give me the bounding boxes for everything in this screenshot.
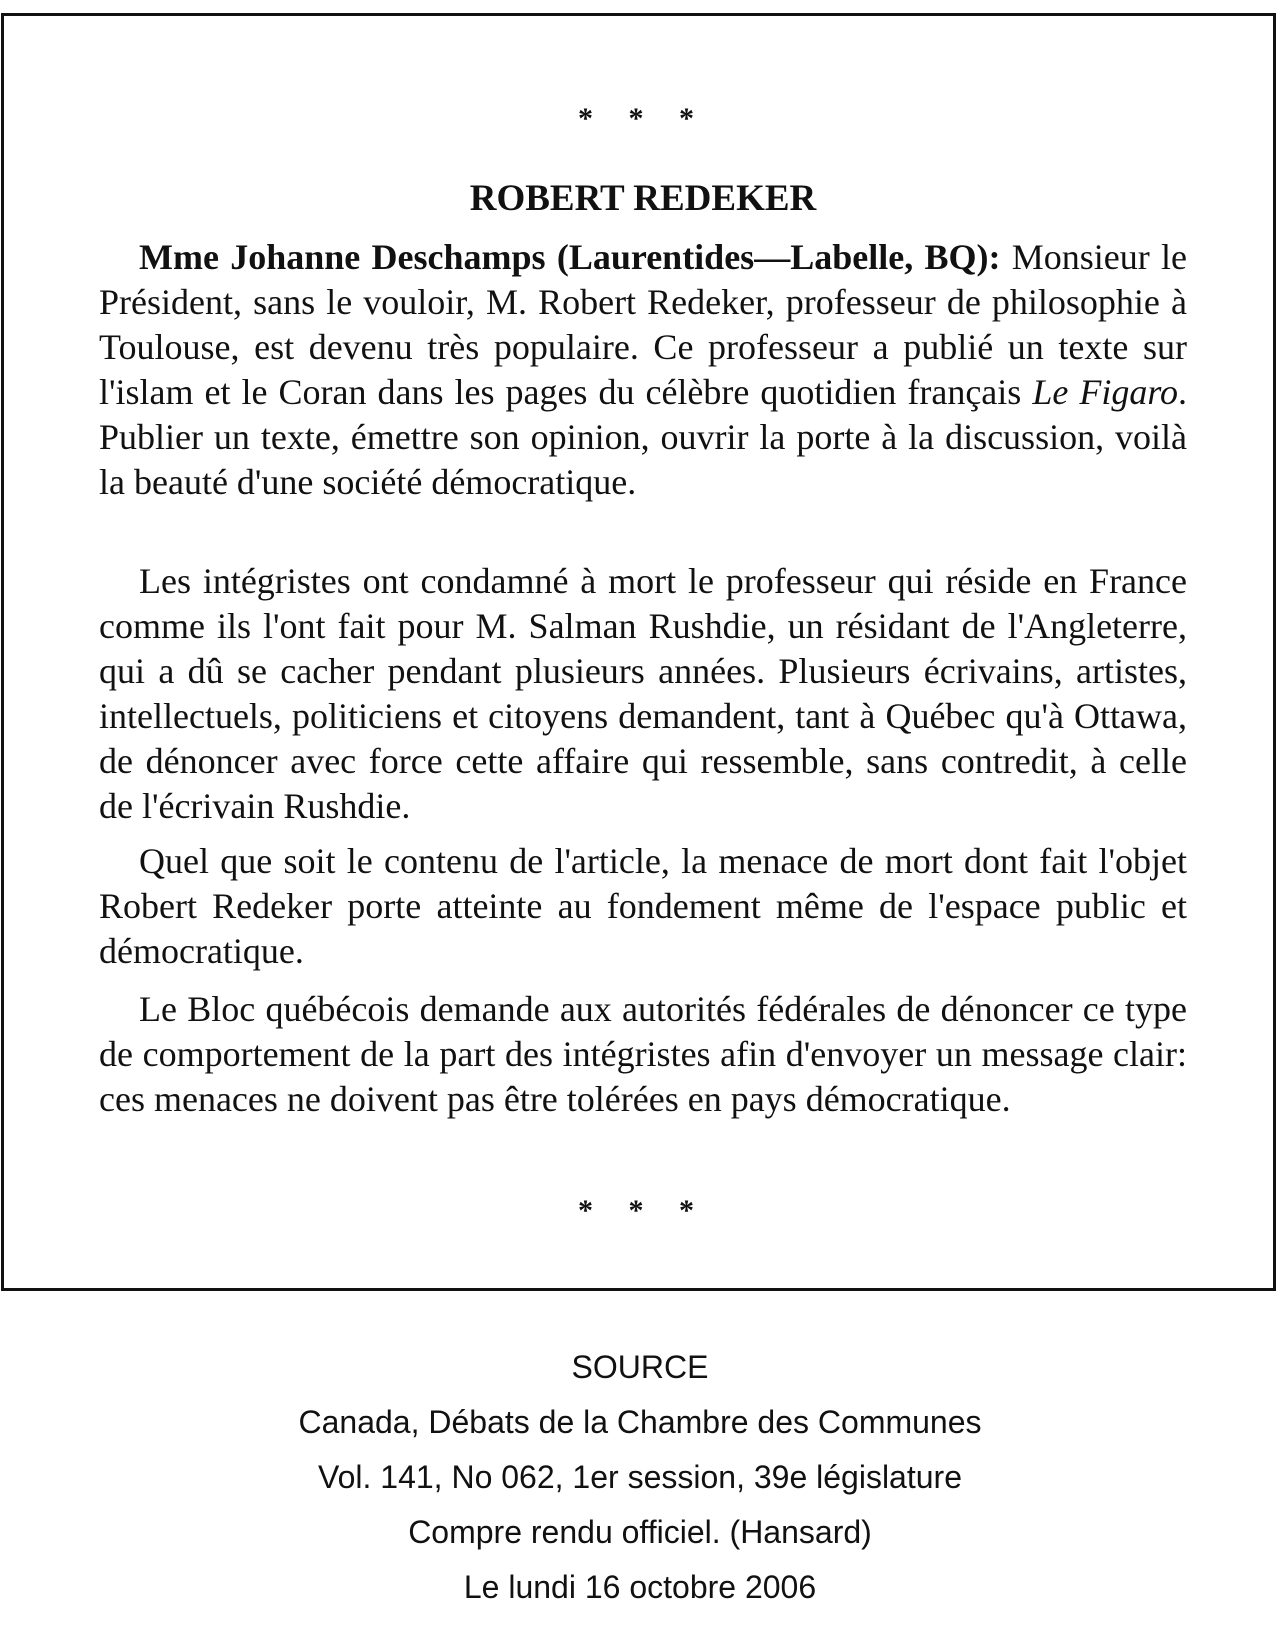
section-title: ROBERT REDEKER — [469, 178, 817, 219]
document-frame — [1, 13, 1276, 1291]
newspaper-title: Le Figaro — [1032, 372, 1178, 412]
separator-bottom: * * * — [578, 1194, 708, 1227]
paragraph-3: Quel que soit le contenu de l'article, la menace de mort dont fait l'objet Robert Redeker porte atteinte au fondement même de l'espace public et démocratique. — [99, 841, 1187, 971]
source-line-1: Canada, Débats de la Chambre des Communes — [298, 1404, 982, 1440]
paragraph-1 — [99, 235, 1187, 505]
source-block — [0, 1340, 1280, 1615]
paragraph-1-text-before: Monsieur le Président, sans le vouloir, M. Robert Redeker, professeur de philosophie à Toulouse, est devenu très populaire. Ce professeur a publié un texte sur l'islam et le Coran dans les pages du célèbre quotidien français — [99, 237, 1188, 412]
source-line-4: Le lundi 16 octobre 2006 — [463, 1569, 817, 1605]
paragraph-1-text-after: . Publier un texte, émettre son opinion, ouvrir la porte à la discussion, voilà la beauté d'une société démocratique. — [99, 372, 1187, 502]
speaker-name: Mme Johanne Deschamps (Laurentides—Labelle, BQ): — [139, 237, 1001, 277]
paragraph-2: Les intégristes ont condamné à mort le professeur qui réside en France comme ils l'ont fait pour M. Salman Rushdie, un résidant de l'Angleterre, qui a dû se cacher pendant plusieurs années. Plusieurs écrivains, artistes, intellectuels, politiciens et citoyens demandent, tant à Québec qu'à Ottawa, de dénoncer avec force cette affaire qui ressemble, sans contredit, à celle de l'écrivain Rushdie. — [99, 561, 1187, 826]
source-heading: SOURCE — [571, 1349, 709, 1385]
paragraph-4: Le Bloc québécois demande aux autorités fédérales de dénoncer ce type de comportement de la part des intégristes afin d'envoyer un message clair: ces menaces ne doivent pas être tolérées en pays démocratique. — [99, 989, 1187, 1119]
source-line-2: Vol. 141, No 062, 1er session, 39e législature — [318, 1459, 962, 1495]
separator-top: * * * — [578, 102, 708, 135]
source-line-3: Compre rendu officiel. (Hansard) — [408, 1514, 872, 1550]
